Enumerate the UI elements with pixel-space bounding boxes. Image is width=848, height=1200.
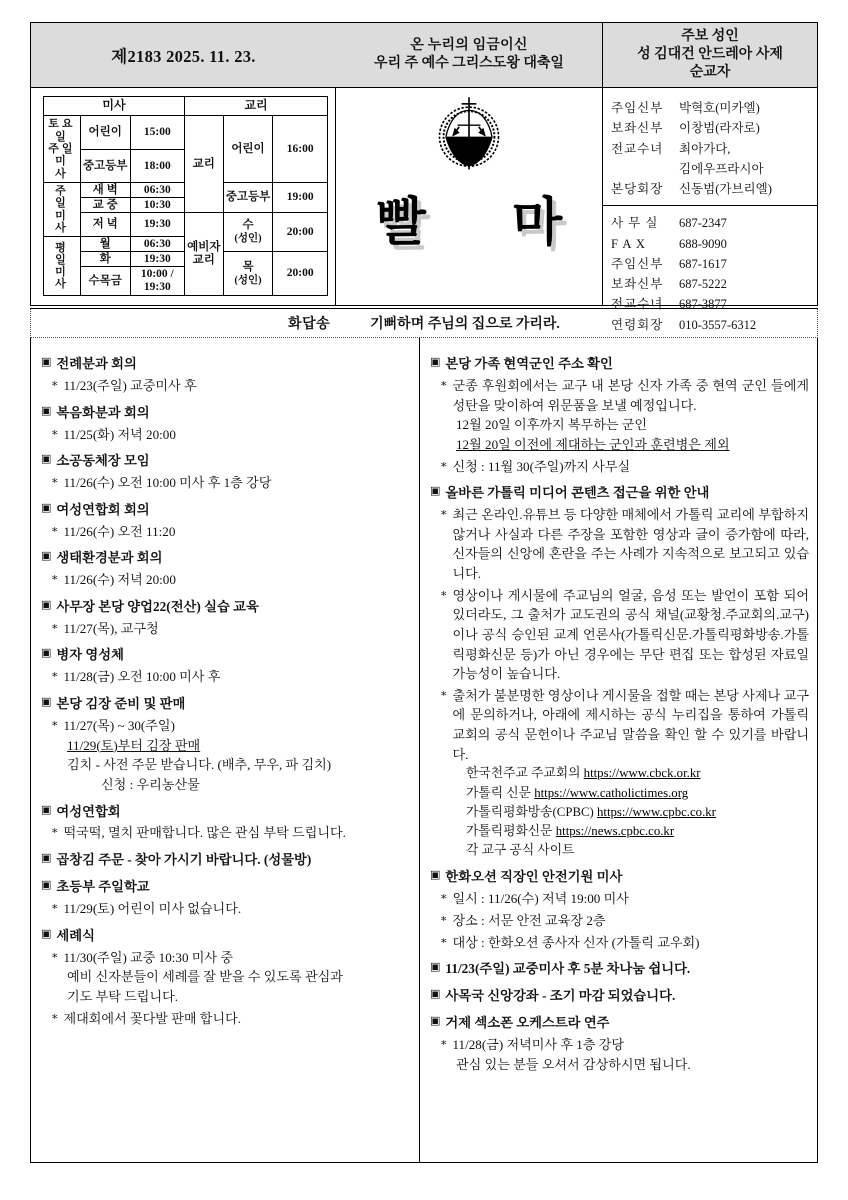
staff-row <box>611 118 813 138</box>
bullet-dot-icon <box>51 522 58 539</box>
catechism-label: 교리 <box>185 116 224 213</box>
phone-label: 사 무 실 <box>611 216 659 231</box>
announcement-item <box>41 645 411 687</box>
catechism-time: 19:00 <box>273 183 328 213</box>
bullet-dot-icon <box>440 889 447 906</box>
phone-row <box>611 254 813 274</box>
link-label: 가톨릭평화방송(CPBC) <box>466 804 594 819</box>
bullet-square-icon <box>430 354 440 372</box>
bullet-square-icon <box>430 959 440 977</box>
announcement-bullet <box>41 522 411 542</box>
announcement-title <box>430 867 809 887</box>
bullet-dot-icon <box>440 376 447 393</box>
staff-name-extra: 김에우프라시아 <box>679 161 764 176</box>
mass-name: 화 <box>80 252 130 267</box>
announcement-underlined-line: 12월 20일 이전에 제대하는 군인과 훈련병은 제외 <box>456 436 730 452</box>
official-link-row <box>430 764 809 783</box>
announcement-title <box>430 986 809 1006</box>
announcement-item <box>41 850 411 870</box>
staff-row <box>611 139 813 159</box>
announcement-continuation: 기도 부탁 드립니다. <box>67 988 179 1004</box>
link-label: 한국천주교 주교회의 <box>466 766 581 781</box>
bullet-dot-icon <box>51 473 58 490</box>
patron-label: 주보 성인 <box>681 28 739 44</box>
announcement-continuation-deep: 신청 : 우리농산물 <box>101 776 200 792</box>
patron-name: 성 김대건 안드레아 사제 <box>637 46 783 62</box>
announcement-bullet <box>430 376 809 415</box>
announcement-title <box>41 926 411 946</box>
bullet-dot-icon <box>51 425 58 442</box>
feast-title <box>336 37 602 74</box>
mass-name: 수목금 <box>80 267 130 296</box>
mass-time: 06:30 <box>130 183 184 198</box>
announcement-title-text: 초등부 주일학교 <box>56 879 150 895</box>
feast-line-2: 우리 주 예수 그리스도왕 대축일 <box>374 56 564 71</box>
bullet-dot-icon <box>51 716 58 733</box>
bullet-square-icon <box>41 451 51 469</box>
bullet-dot-icon <box>440 1035 447 1052</box>
catechism-name: 중고등부 <box>223 183 273 213</box>
announcement-bullet-text: 최근 온라인.유튜브 등 다양한 매체에서 가톨릭 교리에 부합하지 않거나 사실과 다른 주장을 포함한 영상과 글이 증가함에 따라, 신자들의 신앙에 혼란을 주는 사례가 지속적으로 보고되고 있습니다. <box>452 507 809 581</box>
mass-name: 월 <box>80 237 130 252</box>
mass-name: 새 벽 <box>80 183 130 198</box>
announcement-bullet-text: 장소 : 서문 안전 교육장 2층 <box>452 912 606 928</box>
phone-number: 010-3557-6312 <box>679 317 757 332</box>
announcement-bullet-text: 11/27(목) ~ 30(주일) <box>63 717 175 733</box>
staff-role: 보좌신부 <box>611 121 664 136</box>
announcement-bullet <box>430 586 809 684</box>
phone-number: 687-2347 <box>679 216 727 231</box>
col-header-catechism: 교리 <box>185 97 328 116</box>
staff-name: 최아가다, <box>679 141 731 156</box>
mass-name: 어린이 <box>80 116 130 150</box>
announcement-title-text: 곱창김 주문 - 찾아 가시기 바랍니다. (성물방) <box>56 852 312 868</box>
announcement-title <box>41 645 411 665</box>
staff-row <box>611 179 813 199</box>
announcement-bullet-text: 11/30(주일) 교중 10:30 미사 중 <box>63 949 234 965</box>
announcement-item <box>430 867 809 952</box>
catechism-time: 20:00 <box>273 213 328 252</box>
announcement-bullet <box>41 1009 411 1029</box>
announcement-title-text: 본당 김장 준비 및 판매 <box>56 696 186 712</box>
bullet-dot-icon <box>51 376 58 393</box>
table-row <box>44 116 328 150</box>
bullet-square-icon <box>41 694 51 712</box>
official-link-row <box>430 784 809 803</box>
bullet-square-icon <box>41 403 51 421</box>
bullet-dot-icon <box>440 911 447 928</box>
announcement-bullet-text: 일시 : 11/26(수) 저녁 19:00 미사 <box>452 891 629 907</box>
announcement-title <box>430 1013 809 1033</box>
announcement-title <box>41 597 411 617</box>
announcement-bullet <box>41 619 411 639</box>
bullet-dot-icon <box>51 823 58 840</box>
parish-emblem-icon <box>427 94 511 176</box>
announcement-title <box>41 354 411 374</box>
mass-schedule-table <box>43 96 328 296</box>
bullet-square-icon <box>430 483 440 501</box>
mass-time: 18:00 <box>130 149 184 183</box>
catechism-name-sub: (성인) <box>234 274 262 286</box>
announcement-bullet-text: 영상이나 게시물에 주교님의 얼굴, 음성 또는 발언이 포함 되어 있더라도, 그 출처가 교도권의 공식 채널(교황청.주교회의.교구)이나 공식 승인된 교계 언론사(가톨릭신문.가톨릭평화방송.가톨릭평화신문 등)가 아닌 경우에는 무단 편집 또는 합성된 자료일 가능성이 높습니다. <box>452 587 809 682</box>
announcements <box>30 338 818 1163</box>
mass-time: 06:30 <box>130 237 184 252</box>
link-url[interactable]: https://www.catholictimes.org <box>534 785 689 800</box>
table-header-row <box>44 97 328 116</box>
announcement-bullet-text: 11/29(토) 어린이 미사 없습니다. <box>63 901 242 916</box>
announcement-item <box>430 959 809 979</box>
link-label: 각 교구 공식 사이트 <box>466 843 575 858</box>
mass-name: 교 중 <box>80 198 130 213</box>
bullet-dot-icon <box>51 1009 58 1026</box>
phone-number: 687-5222 <box>679 277 727 291</box>
announcement-title-text: 복음화분과 회의 <box>56 404 150 420</box>
phone-label: 주임신부 <box>611 256 664 271</box>
announcement-item <box>41 597 411 639</box>
announcement-bullet <box>430 457 809 477</box>
announcement-bullet <box>41 823 411 843</box>
announcement-bullet-text: 떡국떡, 멸치 판매합니다. 많은 관심 부탁 드립니다. <box>63 825 346 841</box>
announcement-title <box>430 959 809 979</box>
link-url[interactable]: https://news.cpbc.co.kr <box>555 823 675 838</box>
announcement-bullet <box>41 899 411 919</box>
announcement-bullet-text: 11/28(금) 저녁미사 후 1층 강당 <box>452 1037 625 1053</box>
bullet-dot-icon <box>51 619 58 636</box>
announcement-bullet <box>430 911 809 931</box>
announcement-bullet-text: 군종 후원회에서는 교구 내 본당 신자 가족 중 현역 군인 들에게 성탄을 맞이하여 위문품을 보낼 예정입니다. <box>452 377 809 413</box>
psalm-label: 화답송 <box>288 317 331 332</box>
bullet-square-icon <box>41 802 51 820</box>
announcement-item <box>430 483 809 860</box>
announcement-title <box>41 694 411 714</box>
announcement-item <box>41 926 411 1029</box>
catechism-name: 어린이 <box>223 116 273 183</box>
announcement-bullet-text: 11/26(수) 오전 11:20 <box>63 523 176 539</box>
announcement-item <box>430 354 809 476</box>
catechism-time: 16:00 <box>273 116 328 183</box>
announcement-title <box>41 403 411 423</box>
link-url[interactable]: https://www.cpbc.co.kr <box>596 804 716 819</box>
catechism-name <box>223 213 273 252</box>
staff-row-extra <box>611 159 813 179</box>
bullet-square-icon <box>41 877 51 895</box>
announcement-title-text: 소공동체장 모임 <box>56 453 150 469</box>
announcement-continuation: 예비 신자분들이 세례를 잘 받을 수 있도록 관심과 <box>67 969 343 985</box>
phone-row <box>611 213 813 233</box>
phone-label: 보좌신부 <box>611 277 664 291</box>
mass-time: 10:00 / 19:30 <box>130 267 184 296</box>
announcement-item <box>41 451 411 493</box>
announcement-item <box>41 694 411 795</box>
bulletin-header <box>30 22 818 88</box>
phone-row <box>611 274 813 294</box>
announcement-item <box>41 403 411 445</box>
announcement-item <box>41 354 411 396</box>
announcement-bullet-text: 11/25(화) 저녁 20:00 <box>63 426 176 442</box>
announcement-title <box>41 548 411 568</box>
phone-label: 전교수녀 <box>611 297 664 312</box>
bullet-square-icon <box>430 867 440 885</box>
phone-number: 688-9090 <box>679 236 727 251</box>
staff-row <box>611 98 813 118</box>
bullet-dot-icon <box>51 570 58 587</box>
bullet-square-icon <box>41 500 51 518</box>
announcement-continuation: 김치 - 사전 주문 받습니다. (배추, 무우, 파 김치) <box>67 757 332 773</box>
announcement-bullet-text: 대상 : 한화오션 종사자 신자 (가톨릭 교우회) <box>452 934 700 950</box>
announcement-bullet <box>41 376 411 396</box>
announcement-title-text: 여성연합회 <box>56 803 121 819</box>
announcement-bullet <box>41 948 411 968</box>
phone-row <box>611 315 813 335</box>
mass-name: 중고등부 <box>80 149 130 183</box>
mass-time: 10:30 <box>130 198 184 213</box>
group-label-sunday: 주 일 미 사 <box>44 183 81 237</box>
link-url[interactable]: https://www.cbck.or.kr <box>583 766 701 781</box>
announcement-title-text: 한화오션 직장인 안전기원 미사 <box>445 869 623 885</box>
catechumen-label <box>185 213 224 296</box>
announcement-title-text: 전례분과 회의 <box>56 356 137 371</box>
announcement-continuation: 12월 20일 이후까지 복무하는 군인 <box>456 417 648 433</box>
patron-saint <box>602 23 817 87</box>
announcement-bullet <box>41 570 411 590</box>
bullet-square-icon <box>41 354 51 372</box>
bullet-dot-icon <box>51 667 58 684</box>
announcement-title-text: 사목국 신앙강좌 - 조기 마감 되었습니다. <box>445 988 676 1004</box>
announcement-bullet-text: 제대회에서 꽃다발 판매 합니다. <box>63 1010 242 1026</box>
official-link-row <box>430 841 809 860</box>
link-label: 가톨릭평화신문 <box>466 823 553 838</box>
patron-title: 순교자 <box>689 65 731 81</box>
bullet-dot-icon <box>440 933 447 950</box>
phone-number: 687-3877 <box>679 297 727 312</box>
bullet-square-icon <box>41 850 51 868</box>
official-link-row <box>430 822 809 841</box>
mass-time: 19:30 <box>130 252 184 267</box>
announcement-bullet-text: 11/23(주일) 교중미사 후 <box>63 377 197 393</box>
catechism-time: 20:00 <box>273 252 328 296</box>
announcements-right-column <box>420 338 817 1162</box>
staff-role: 본당회장 <box>611 182 664 196</box>
announcement-title <box>41 850 411 870</box>
announcement-continuation: 관심 있는 분들 오셔서 감상하시면 됩니다. <box>456 1056 691 1072</box>
announcement-title-text: 세례식 <box>56 927 95 943</box>
announcement-title-text: 올바른 가톨릭 미디어 콘텐츠 접근을 위한 안내 <box>445 485 710 501</box>
announcement-bullet-text: 11/28(금) 오전 10:00 미사 후 <box>63 669 221 685</box>
bullet-square-icon <box>41 597 51 615</box>
bullet-dot-icon <box>440 686 447 703</box>
phone-list <box>603 206 817 339</box>
announcement-title <box>41 877 411 897</box>
feast-line-1: 온 누리의 임금이신 <box>410 37 528 53</box>
announcement-bullet-text: 11/26(수) 오전 10:00 미사 후 1층 강당 <box>63 475 272 491</box>
announcement-underlined-line: 11/29(토)부터 김장 판매 <box>67 737 201 753</box>
bullet-square-icon <box>41 645 51 663</box>
emblem-panel <box>336 88 602 305</box>
phone-row <box>611 294 813 314</box>
announcement-bullet <box>430 505 809 584</box>
staff-role: 전교수녀 <box>611 141 664 156</box>
group-label-saturday: 토요일 주일 미 사 <box>44 116 81 183</box>
announcement-bullet <box>41 716 411 736</box>
bullet-square-icon <box>430 1013 440 1031</box>
announcement-title <box>41 451 411 471</box>
announcement-bullet <box>430 889 809 909</box>
mass-name: 저 녁 <box>80 213 130 237</box>
catechism-name-sub: (성인) <box>234 233 262 245</box>
parish-mark-text: 빨 마 <box>375 193 597 253</box>
announcement-title-text: 여성연합회 회의 <box>56 501 150 517</box>
announcement-title <box>430 354 809 374</box>
announcement-item <box>430 1013 809 1074</box>
staff-role-spacer <box>611 159 679 179</box>
table-row <box>44 213 328 237</box>
announcement-bullet <box>41 473 411 493</box>
bullet-dot-icon <box>51 899 58 916</box>
mass-schedule-panel <box>31 88 336 305</box>
announcement-bullet-text: 신청 : 11월 30(주일)까지 사무실 <box>452 458 631 474</box>
announcement-item <box>41 500 411 542</box>
psalm-text: 기뻐하며 주님의 집으로 가리라. <box>370 317 560 332</box>
link-label: 가톨릭 신문 <box>466 785 532 800</box>
contact-panel <box>602 88 817 332</box>
phone-number: 687-1617 <box>679 256 727 271</box>
phone-label: 연령회장 <box>611 317 664 332</box>
phone-row <box>611 234 813 254</box>
announcement-bullet <box>430 933 809 953</box>
announcement-title-text: 사무장 본당 양업22(전산) 실습 교육 <box>56 598 259 614</box>
announcement-title <box>41 500 411 520</box>
announcement-bullet <box>430 686 809 765</box>
bullet-square-icon <box>41 926 51 944</box>
announcement-bullet-text: 11/26(수) 저녁 20:00 <box>63 572 176 588</box>
announcement-title-text: 거제 섹소폰 오케스트라 연주 <box>445 1015 610 1031</box>
announcement-bullet-text: 출처가 불분명한 영상이나 게시물을 접할 때는 본당 사제나 교구에 문의하거나, 아래에 제시하는 공식 누리집을 통하여 가톨릭 교회의 공식 문헌이나 주교님 말씀을 확인 할 수 있기를 바랍니다. <box>452 687 809 762</box>
announcement-title-text: 생태환경분과 회의 <box>56 550 163 566</box>
announcement-bullet-text: 11/27(목), 교구청 <box>63 620 159 636</box>
announcement-item <box>41 802 411 844</box>
announcement-title <box>41 802 411 822</box>
staff-role: 주임신부 <box>611 101 664 115</box>
announcement-bullet <box>430 1035 809 1055</box>
bullet-dot-icon <box>440 505 447 522</box>
announcement-item <box>41 548 411 590</box>
catechism-name <box>223 252 273 296</box>
announcement-title-text: 11/23(주일) 교중미사 후 5분 차나눔 쉽니다. <box>445 961 691 977</box>
group-label-weekday: 평 일 미 사 <box>44 237 81 296</box>
bullet-dot-icon <box>440 586 447 603</box>
announcement-title-text: 병자 영성체 <box>56 647 124 663</box>
col-header-mass: 미사 <box>44 97 185 116</box>
bullet-dot-icon <box>440 457 447 474</box>
announcement-item <box>430 986 809 1006</box>
announcements-left-column <box>31 338 420 1162</box>
announcement-bullet <box>41 425 411 445</box>
catechism-name-text: 수 <box>242 219 254 232</box>
staff-name: 박혁호(미카엘) <box>679 101 760 115</box>
announcement-bullet <box>41 667 411 687</box>
official-link-row <box>430 803 809 822</box>
catechumen-label-text: 예비자 교리 <box>187 241 221 267</box>
mass-time: 19:30 <box>130 213 184 237</box>
announcement-title <box>430 483 809 503</box>
catechism-name-text: 목 <box>242 260 254 273</box>
mass-time: 15:00 <box>130 116 184 150</box>
phone-label: F A X <box>611 236 646 251</box>
bullet-dot-icon <box>51 948 58 965</box>
bullet-square-icon <box>41 548 51 566</box>
announcement-title-text: 본당 가족 현역군인 주소 확인 <box>445 356 613 371</box>
announcement-item <box>41 877 411 919</box>
staff-name: 신동범(가브리엘) <box>679 182 772 196</box>
staff-name: 이창범(라자로) <box>679 121 760 136</box>
staff-list <box>603 92 817 206</box>
bullet-square-icon <box>430 986 440 1004</box>
issue-number: 제2183 2025. 11. 23. <box>111 47 256 66</box>
